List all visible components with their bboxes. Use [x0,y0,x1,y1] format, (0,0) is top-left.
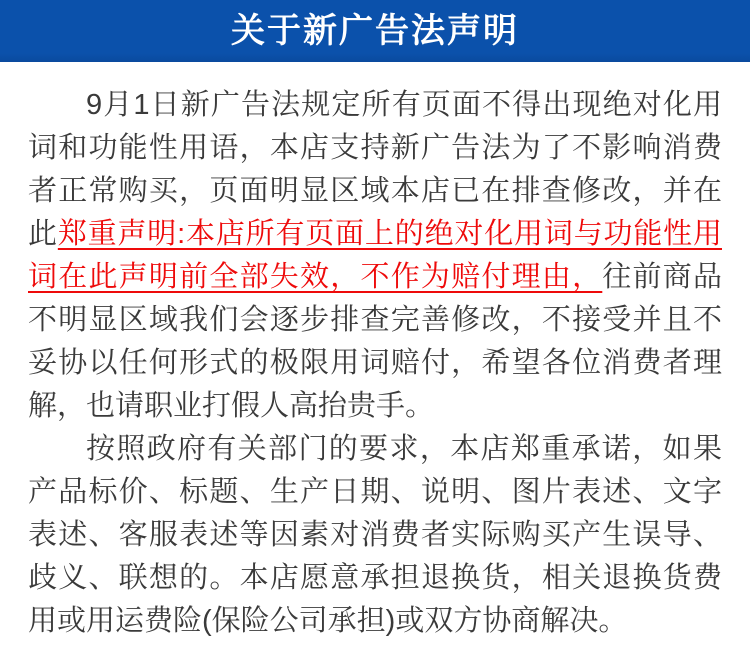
page-title: 关于新广告法声明 [231,12,519,50]
statement-tail-text: 往前商品不明显区域我们会逐步排查完善修改，不接受并且不妥协以任何形式的极限用词赔付，希望各位消费者理解，也请职业打假人高抬贵手。 [28,261,722,422]
paragraph-commitment: 按照政府有关部门的要求，本店郑重承诺，如果产品标价、标题、生产日期、说明、图片表述、文字表述、客服表述等因素对消费者实际购买产生误导、歧义、联想的。本店愿意承担退换货，相关退换货费用或用运费险(保险公司承担)或双方协商解决。 [28,433,722,637]
paragraph-statement [28,84,722,428]
notice-body [0,62,750,643]
statement-red-underlined-text: 郑重声明:本店所有页面上的绝对化用词与功能性用词在此声明前全部失效，不作为赔付理由， [28,218,722,293]
notice-title-banner [0,0,750,62]
statement-lead-text: 9月1日新广告法规定所有页面不得出现绝对化用词和功能性用语，本店支持新广告法为了不影响消费者正常购买，页面明显区域本店已在排查修改，并在此 [28,89,722,250]
